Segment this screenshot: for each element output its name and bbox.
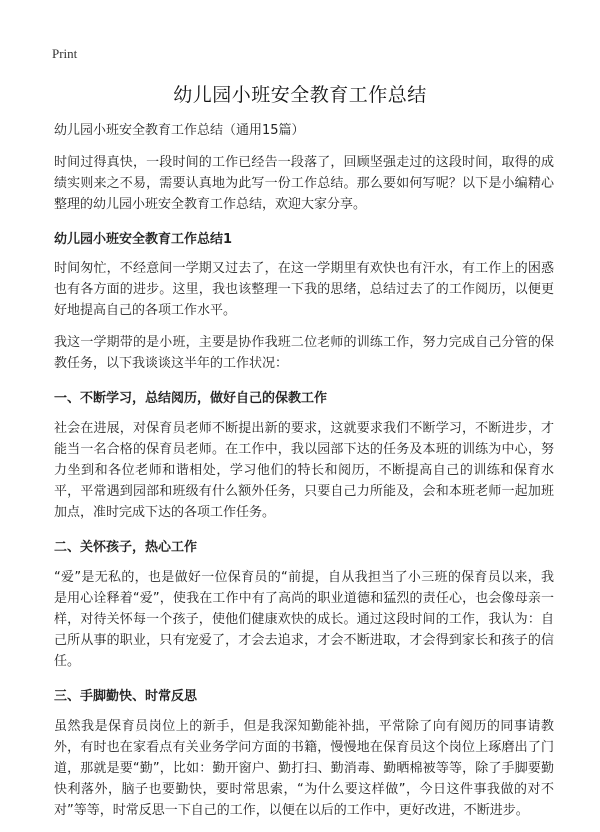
article-paragraph: 时间匆忙，不经意间一学期又过去了，在这一学期里有欢快也有汗水，有工作上的困惑也有各方面的进步。这里，我也该整理一下我的思绪，总结过去了的工作阅历，以便更好地提高自己的各项工作水平。 [54,261,554,318]
article-heading: 幼儿园小班安全教育工作总结1 [54,232,233,247]
section-heading: 一、不断学习，总结阅历，做好自己的保教工作 [54,391,328,406]
page-title: 幼儿园小班安全教育工作总结 [173,84,427,106]
section-heading: 二、关怀孩子，热心工作 [54,540,198,555]
document-content [54,120,554,832]
intro-paragraph: 时间过得真快，一段时间的工作已经告一段落了，回顾坚强走过的这段时间，取得的成绩实则来之不易，需要认真地为此写一份工作总结。那么要如何写呢？以下是小编精心整理的幼儿园小班安全教育工作总结，欢迎大家分享。 [54,155,554,212]
document-subtitle: 幼儿园小班安全教育工作总结（通用15篇） [54,123,305,138]
print-link[interactable]: Print [52,46,78,61]
section-paragraph: 社会在进展，对保育员老师不断提出新的要求，这就要求我们不断学习，不断进步，才能当一名合格的保育员老师。在工作中，我以园部下达的任务及本班的训练为中心，努力坐到和各位老师和谐相处，学习他们的特长和阅历，不断提高自己的训练和保育水平，平常遇到园部和班级有什么额外任务，只要自己力所能及，会和本班老师一起加班加点，准时完成下达的各项工作任务。 [54,421,554,520]
article-paragraph: 我这一学期带的是小班，主要是协作我班二位老师的训练工作，努力完成自己分管的保教任务，以下我谈谈这半年的工作状况： [54,335,554,371]
section-paragraph: “爱”是无私的，也是做好一位保育员的“前提，自从我担当了小三班的保育员以来，我是用心诠释着“爱”，使我在工作中有了高尚的职业道德和猛烈的责任心，也会像母亲一样，对待关怀每一个孩子，使他们健康欢快的成长。通过这段时间的工作，我认为：自己所从事的职业，只有宠爱了，才会去追求，才会不断进取，才会得到家长和孩子的信任。 [54,570,554,669]
section-heading: 三、手脚勤快、时常反思 [54,689,198,704]
section-paragraph: 虽然我是保育员岗位上的新手，但是我深知勤能补拙，平常除了向有阅历的同事请教外，有时也在家看点有关业务学问方面的书籍，慢慢地在保育员这个岗位上琢磨出了门道，那就是要“勤”，比如：勤开窗户、勤打扫、勤消毒、勤晒棉被等等，除了手脚要勤快利落外，脑子也要勤快，要时常思索，“为什么要这样做”，今日这件事我做的对不对”等等，时常反思一下自己的工作，以便在以后的工作中，更好改进，不断进步。 [54,719,554,818]
